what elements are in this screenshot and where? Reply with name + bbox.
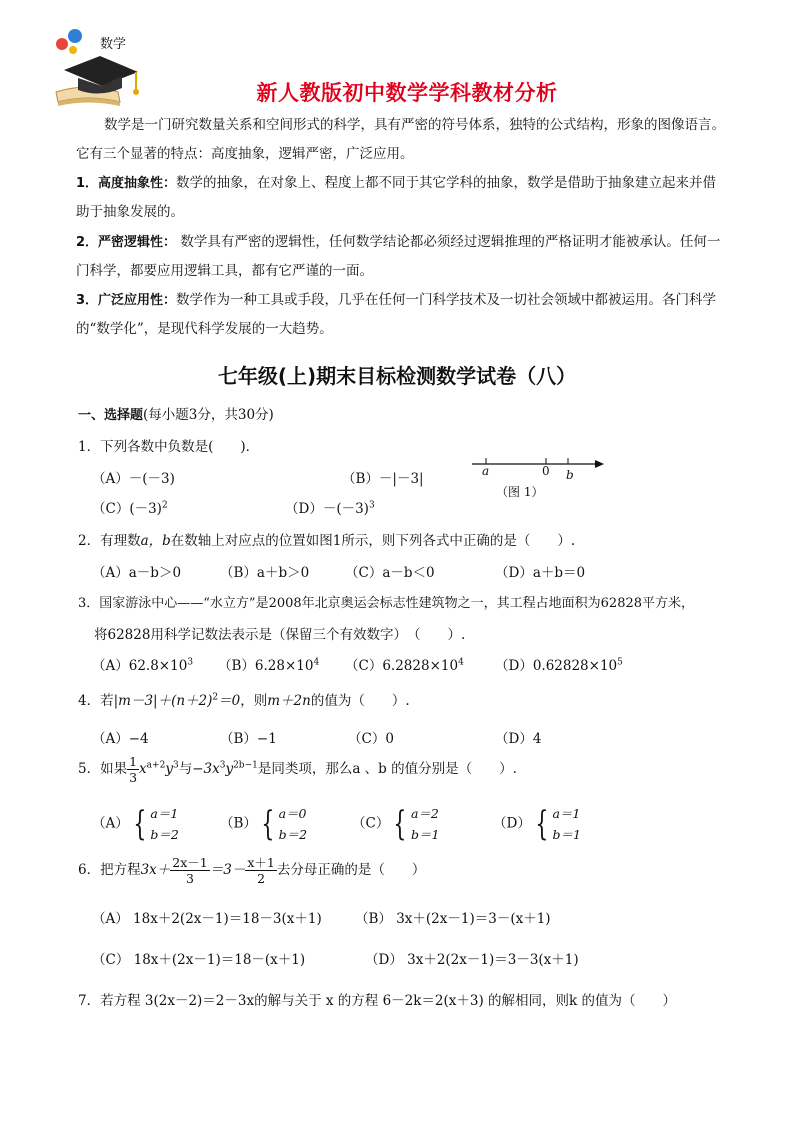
question-7-stem: 7．若方程 3(2x－2)＝2－3x的解与关于 x 的方程 6－2k＝2(x＋3) 的解相同，则k 的值为（ ） bbox=[78, 993, 677, 1009]
q5-option-d: （D） { a＝1 b＝1 bbox=[493, 804, 581, 844]
q2-option-b: （B）a＋b＞0 bbox=[220, 565, 310, 581]
feature-application-text: 数学作为一种工具或手段，几乎在任何一门科学技术及一切社会领域中都被运用。各门科学的“数学化”，是现代科学发展的一大趋势。 bbox=[76, 292, 717, 337]
number-line-label-zero: 0 bbox=[542, 464, 550, 478]
section-label: 一、选择题 bbox=[78, 408, 144, 423]
number-line-label-a: a bbox=[482, 464, 490, 478]
figure-caption: （图 1） bbox=[496, 485, 544, 499]
q3-option-d: $(D)0.62828\times 10^5$ bbox=[495, 657, 623, 674]
feature-application bbox=[76, 286, 726, 344]
feature-abstract bbox=[76, 169, 726, 227]
feature-logic bbox=[76, 228, 726, 286]
feature-abstract-label: 1．高度抽象性： bbox=[76, 176, 177, 191]
question-3-stem-line1: 3．国家游泳中心——“水立方”是2008年北京奥运会标志性建筑物之一，其工程占地面积为62828平方米， bbox=[78, 596, 695, 611]
question-1-stem: 1．下列各数中负数是( )． bbox=[78, 439, 260, 455]
feature-application-label: 3．广泛应用性： bbox=[76, 293, 177, 308]
q2-option-a: （A）a－b＞0 bbox=[92, 565, 182, 581]
logo-label: 数学 bbox=[100, 37, 127, 52]
q2-option-c: （C）a－b＜0 bbox=[345, 565, 435, 581]
feature-logic-text: 数学具有严密的逻辑性，任何数学结论都必须经过逻辑推理的严格证明才能被承认。任何一门科学，都要应用逻辑工具，都有它严谨的一面。 bbox=[76, 234, 721, 279]
question-3-stem-line2: 将62828用科学记数法表示是（保留三个有效数字） （ ）. bbox=[94, 627, 466, 643]
q1-option-b: （B）－|－3| bbox=[342, 471, 424, 487]
q6-fraction-2: $\frac{x+1}{2}$ bbox=[247, 855, 275, 886]
document-title: 新人教版初中数学学科教材分析 bbox=[256, 81, 558, 105]
q3-option-b: $(B)6.28\times 10^4$ bbox=[218, 657, 320, 674]
q5-option-a: （A） { a＝1 b＝2 bbox=[92, 804, 179, 844]
q1-option-d: $(D)-(-3)^3$ bbox=[285, 500, 375, 517]
question-2-stem: 2．有理数a，b在数轴上对应点的位置如图1所示，则下列各式中正确的是（ ）. bbox=[78, 533, 576, 549]
feature-abstract-text: 数学的抽象，在对象上、程度上都不同于其它学科的抽象，数学是借助于抽象建立起来并借助于抽象发展的。 bbox=[76, 175, 717, 220]
q6-option-c: （C） 18x＋(2x－1)＝18－(x＋1) bbox=[92, 952, 306, 968]
question-4-stem: 4．若$|m-3|+(n+2)^2=0$，则m＋2n的值为（ ）. bbox=[78, 692, 410, 709]
exam-title: 七年级(上)期末目标检测数学试卷（八） bbox=[217, 364, 577, 388]
section-heading bbox=[78, 403, 274, 423]
q2-option-d: （D）a＋b＝0 bbox=[495, 565, 586, 581]
q3-option-a: $(A)62.8\times 10^3$ bbox=[92, 657, 194, 674]
q5-option-c: （C） { a＝2 b＝1 bbox=[352, 804, 440, 844]
q3-option-c: $(C)6.2828\times 10^4$ bbox=[345, 657, 464, 674]
feature-logic-label: 2．严密逻辑性： bbox=[76, 235, 177, 250]
q4-option-a: （A）−4 bbox=[92, 731, 149, 747]
q6-option-a: （A） 18x＋2(2x－1)＝18－3(x＋1) bbox=[92, 911, 322, 927]
q4-option-d: （D）4 bbox=[495, 731, 542, 747]
question-5-stem: 5．如果 $\frac{1}{3}$ $x^{a+2}y^3$与$-3x^3y^{2b-1}$是同类项，那么a 、b 的值分别是（ ）. bbox=[78, 754, 517, 785]
q1-option-c: $(C)(-3)^2$ bbox=[92, 500, 168, 517]
question-6-stem: 6．把方程3x＋ $\frac{2x-1}{3}$ ＝3－ $\frac{x+1}{2}$ 去分母正确的是（ ） bbox=[78, 855, 426, 886]
q6-fraction-1: $\frac{2x-1}{3}$ bbox=[172, 855, 208, 886]
q5-option-b: （B） { a＝0 b＝2 bbox=[220, 804, 308, 844]
section-note: (每小题3分，共30分) bbox=[143, 407, 274, 423]
q4-option-b: （B）−1 bbox=[220, 731, 277, 747]
q6-option-d: （D） 3x＋2(2x－1)＝3－3(x＋1) bbox=[365, 952, 579, 968]
number-line-label-b: b bbox=[566, 468, 574, 482]
intro-paragraph: 数学是一门研究数量关系和空间形式的科学，具有严密的符号体系，独特的公式结构，形象的图像语言。它有三个显著的特点：高度抽象，逻辑严密，广泛应用。 bbox=[76, 117, 725, 162]
q5-fraction: $\frac{1}{3}$ bbox=[129, 754, 138, 785]
q1-option-a: （A）－(－3) bbox=[92, 471, 175, 487]
q6-option-b: （B） 3x＋(2x－1)＝3－(x＋1) bbox=[355, 911, 551, 927]
q4-option-c: （C）0 bbox=[348, 731, 394, 747]
